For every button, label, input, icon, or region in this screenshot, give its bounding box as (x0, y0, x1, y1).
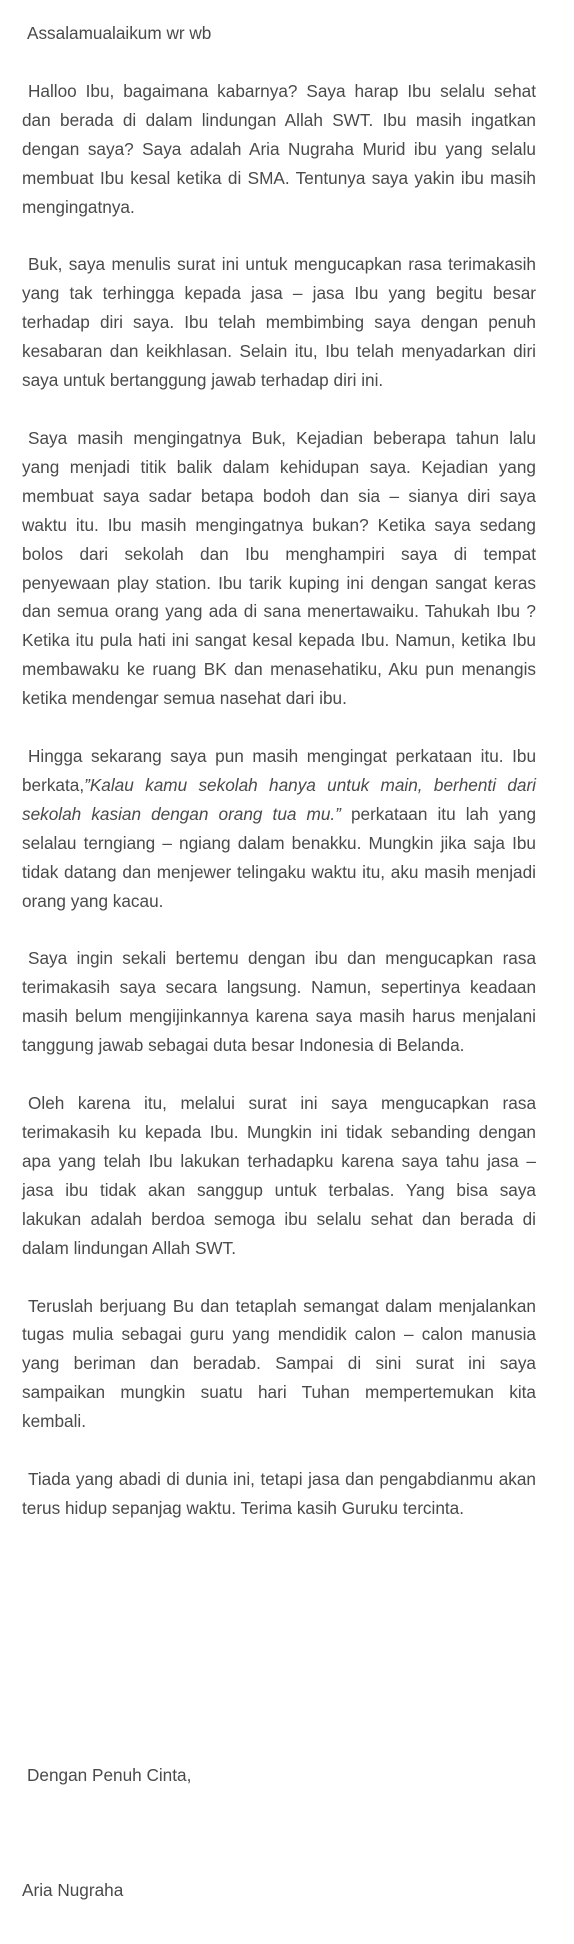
teacher-quote: ”Kalau kamu sekolah hanya untuk main, berhenti dari sekolah kasian dengan orang tua mu.” (22, 774, 536, 824)
paragraph-6: Oleh karena itu, melalui surat ini saya mengucapkan rasa terimakasih ku kepada Ibu. Mungkin ini tidak sebanding dengan apa yang telah Ibu lakukan terhadapku karena saya tahu jasa – jasa ibu tidak akan sanggup untuk terbalas. Yang bisa saya lakukan adalah berdoa semoga ibu selalu sehat dan berada di dalam lindungan Allah SWT. (22, 1093, 536, 1258)
greeting-text: Assalamualaikum wr wb (27, 23, 212, 43)
signature-name: Aria Nugraha (22, 1880, 124, 1900)
paragraph-4-rest: perkataan itu lah yang selalau terngiang – ngiang dalam benakku. Mungkin jika saja Ibu tidak datang dan menjewer telingaku waktu itu, aku masih menjadi orang yang kacau. (22, 803, 536, 911)
paragraph-2: Buk, saya menulis surat ini untuk mengucapkan rasa terimakasih yang tak terhingga kepada jasa – jasa Ibu yang begitu besar terhadap diri saya. Ibu telah membimbing saya dengan penuh kesabaran dan keikhlasan. Selain itu, Ibu telah menyadarkan diri saya untuk bertanggung jawab terhadap diri ini. (22, 254, 536, 391)
paragraph-8: Tiada yang abadi di dunia ini, tetapi jasa dan pengabdianmu akan terus hidup sepanjag waktu. Terima kasih Guruku tercinta. (22, 1469, 536, 1518)
paragraph-7: Teruslah berjuang Bu dan tetaplah semangat dalam menjalankan tugas mulia sebagai guru yang mendidik calon – calon manusia yang beriman dan beradab. Sampai di sini surat ini saya sampaikan mungkin suatu hari Tuhan mempertemukan kita kembali. (22, 1295, 536, 1432)
closing-text: Dengan Penuh Cinta, (27, 1765, 192, 1785)
paragraph-5: Saya ingin sekali bertemu dengan ibu dan mengucapkan rasa terimakasih saya secara langsung. Namun, sepertinya keadaan masih belum mengijinkannya karena saya masih harus menjalani tanggung jawab sebagai duta besar Indonesia di Belanda. (22, 948, 536, 1056)
letter-body (22, 19, 536, 1523)
paragraph-1: Halloo Ibu, bagaimana kabarnya? Saya harap Ibu selalu sehat dan berada di dalam lindungan Allah SWT. Ibu masih ingatkan dengan saya? Saya adalah Aria Nugraha Murid ibu yang selalu membuat Ibu kesal ketika di SMA. Tentunya saya yakin ibu masih mengingatnya. (22, 80, 536, 217)
paragraph-4-intro: Hingga sekarang saya pun masih mengingat perkataan itu. Ibu berkata, (22, 746, 536, 795)
paragraph-3: Saya masih mengingatnya Buk, Kejadian beberapa tahun lalu yang menjadi titik balik dalam kehidupan saya. Kejadian yang membuat saya sadar betapa bodoh dan sia – sianya diri saya waktu itu. Ibu masih mengingatnya bukan? Ketika saya sedang bolos dari sekolah dan Ibu menghampiri saya di tempat penyewaan play station. Ibu tarik kuping ini dengan sangat keras dan semua orang yang ada di sana menertawaiku. Tahukah Ibu ? Ketika itu pula hati ini sangat kesal kepada Ibu. Namun, ketika Ibu membawaku ke ruang BK dan menasehatiku, Aku pun menangis ketika mendengar semua nasehat dari ibu. (22, 427, 536, 709)
paragraph-4 (22, 742, 536, 915)
